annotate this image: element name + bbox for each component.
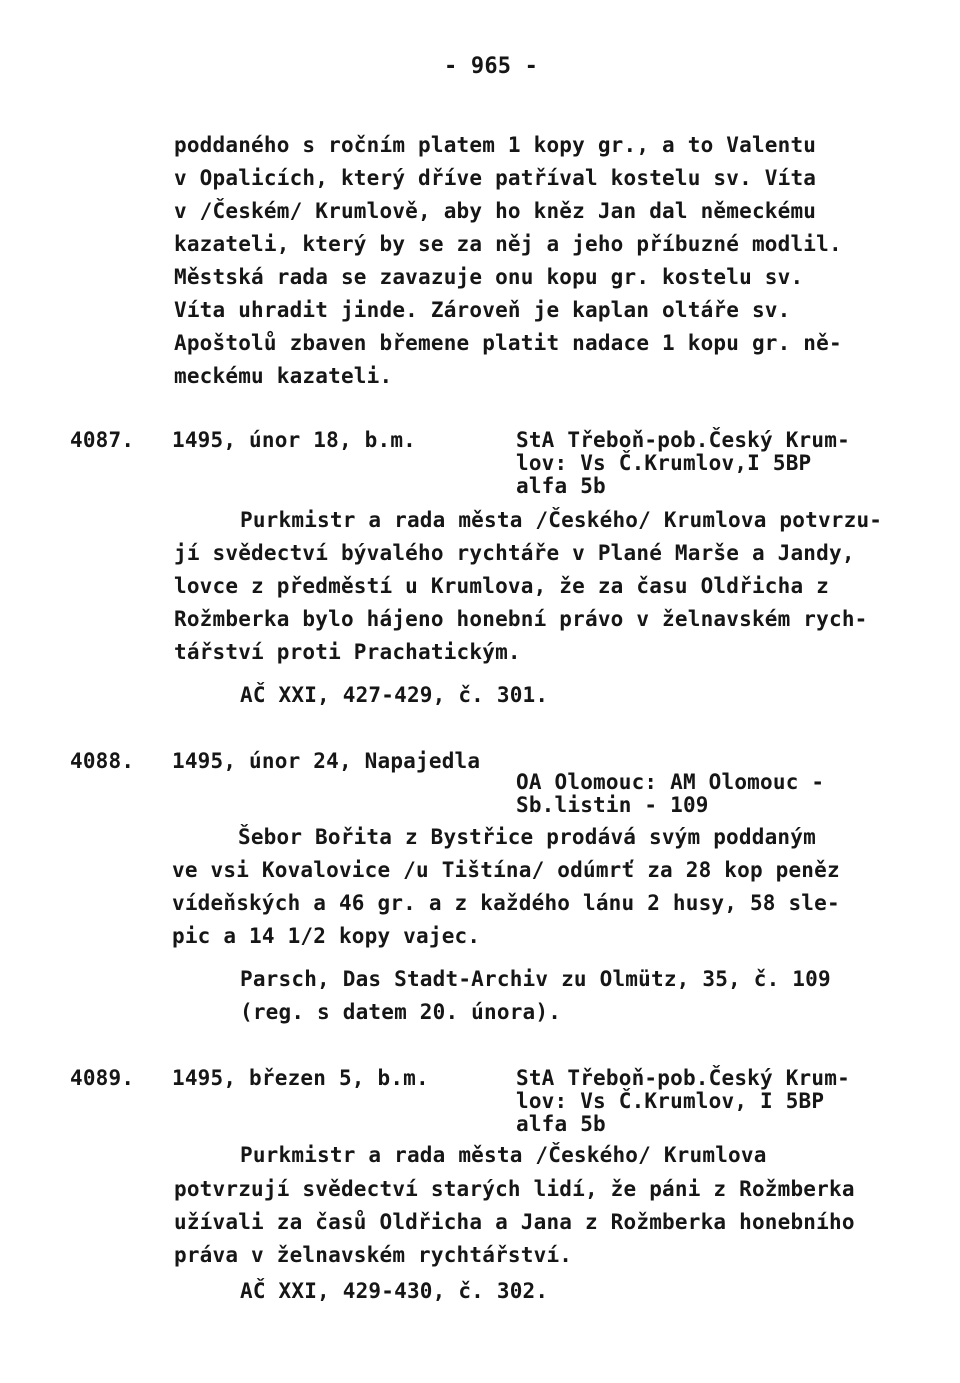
text-line: v /Českém/ Krumlově, aby ho kněz Jan dal německému <box>174 199 817 223</box>
entry-number: 4088. <box>70 749 135 773</box>
regest-line: vídeňských a 46 gr. a z každého lánu 2 husy, 58 sle- <box>172 891 840 915</box>
text-line: poddaného s ročním platem 1 kopy gr., a to Valentu <box>174 133 817 157</box>
page-number: - 965 - <box>444 54 539 79</box>
literature-reference: AČ XXI, 429-430, č. 302. <box>240 1279 549 1303</box>
text-line: Apoštolů zbaven břemene platit nadace 1 kopu gr. ně- <box>174 331 842 355</box>
regest-line: užívali za časů Oldřicha a Jana z Rožmberka honebního <box>174 1210 855 1234</box>
literature-reference: AČ XXI, 427-429, č. 301. <box>240 683 549 707</box>
text-line: kazateli, který by se za něj a jeho příbuzné modlil. <box>174 232 842 256</box>
text-line: Městská rada se zavazuje onu kopu gr. kostelu sv. <box>174 265 804 289</box>
text-line: Víta uhradit jinde. Zároveň je kaplan oltáře sv. <box>174 298 791 322</box>
entry-number: 4087. <box>70 428 135 452</box>
archive-source: alfa 5b <box>516 1112 606 1136</box>
regest-line: Purkmistr a rada města /Českého/ Krumlova <box>240 1143 767 1167</box>
regest-line: pic a 14 1/2 kopy vajec. <box>172 924 481 948</box>
entry-number: 4089. <box>70 1066 135 1090</box>
regest-line: Rožmberka bylo hájeno honební právo v želnavském rych- <box>174 607 868 631</box>
archive-source: Sb.listin - 109 <box>516 793 709 817</box>
regest-line: ve vsi Kovalovice /u Tištína/ odúmrť za 28 kop peněz <box>172 858 840 882</box>
regest-line: jí svědectví bývalého rychtáře v Plané Marše a Jandy, <box>174 541 855 565</box>
regest-line: potvrzují svědectví starých lidí, že páni z Rožmberka <box>174 1177 855 1201</box>
regest-line: Purkmistr a rada města /Českého/ Krumlova potvrzu- <box>240 508 883 532</box>
archive-source: OA Olomouc: AM Olomouc - <box>516 770 825 794</box>
literature-reference: Parsch, Das Stadt-Archiv zu Olmütz, 35, č. 109 <box>240 967 831 991</box>
archive-source: lov: Vs Č.Krumlov, I 5BP <box>516 1089 825 1113</box>
entry-date: 1495, březen 5, b.m. <box>172 1066 429 1090</box>
literature-reference: (reg. s datem 20. února). <box>240 1000 562 1024</box>
regest-line: tářství proti Prachatickým. <box>174 640 521 664</box>
regest-line: práva v želnavském rychtářství. <box>174 1243 573 1267</box>
entry-date: 1495, únor 18, b.m. <box>172 428 417 452</box>
entry-date: 1495, únor 24, Napajedla <box>172 749 481 773</box>
archive-source: StA Třeboň-pob.Český Krum- <box>516 1066 850 1090</box>
archive-source: StA Třeboň-pob.Český Krum- <box>516 428 850 452</box>
regest-line: Šebor Bořita z Bystřice prodává svým poddaným <box>238 825 816 849</box>
archive-source: lov: Vs Č.Krumlov,I 5BP <box>516 451 812 475</box>
regest-line: lovce z předměstí u Krumlova, že za času Oldřicha z <box>174 574 829 598</box>
archive-source: alfa 5b <box>516 474 606 498</box>
text-line: meckému kazateli. <box>174 364 393 388</box>
text-line: v Opalicích, který dříve patříval kostelu sv. Víta <box>174 166 817 190</box>
